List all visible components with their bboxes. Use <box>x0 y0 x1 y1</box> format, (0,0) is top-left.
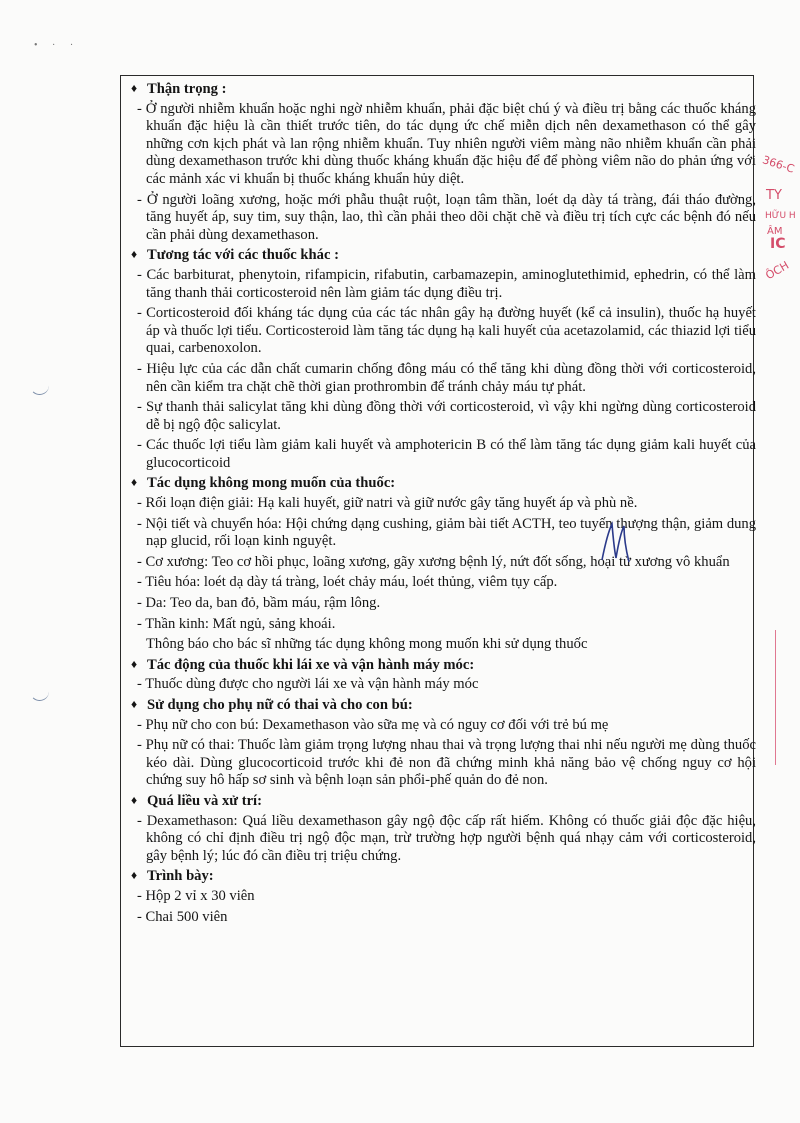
stamp-text: ÔCH <box>763 258 792 283</box>
list-item: - Các thuốc lợi tiểu làm giảm kali huyết và amphotericin B có thể làm tăng tác dụng giảm kali huyết của glucocorticoid <box>137 437 756 471</box>
list-item: - Da: Teo da, ban đỏ, bầm máu, rậm lông. <box>137 595 381 612</box>
signature-mark <box>596 520 636 568</box>
section-heading <box>131 657 756 675</box>
heading-text: Tác dụng không mong muốn của thuốc: <box>147 475 396 492</box>
section-adverse-effects <box>131 475 756 653</box>
item-text: Phụ nữ cho con bú: Dexamethason vào sữa mẹ và có nguy cơ đối với trẻ bú mẹ <box>145 716 609 733</box>
list-item: - Tiêu hóa: loét dạ dày tá tràng, loét chảy máu, loét thủng, viêm tụy cấp. <box>137 574 558 591</box>
section-heading <box>131 868 756 886</box>
adverse-effects-note: Thông báo cho bác sĩ những tác dụng không mong muốn khi sử dụng thuốc <box>146 636 588 653</box>
stamp-text: IC <box>770 236 786 252</box>
section-heading <box>131 697 756 715</box>
diamond-bullet-icon: ♦ <box>131 656 138 671</box>
diamond-bullet-icon: ♦ <box>131 81 138 95</box>
heading-text: Quá liều và xử trí: <box>147 792 262 809</box>
item-text: Chai 500 viên <box>145 908 228 925</box>
diamond-bullet-icon: ♦ <box>131 247 138 262</box>
section-pregnancy <box>131 697 756 790</box>
item-text: Các thuốc lợi tiểu làm giảm kali huyết và amphotericin B có thể làm tăng tác dụng giảm kali huyết của glucocorticoid <box>146 437 756 471</box>
list-item: - Rối loạn điện giải: Hạ kali huyết, giữ natri và giữ nước gây tăng huyết áp và phù nề. <box>137 495 638 512</box>
diamond-bullet-icon: ♦ <box>131 475 138 490</box>
item-text: Tiêu hóa: loét dạ dày tá tràng, loét chảy máu, loét thủng, viêm tụy cấp. <box>145 574 558 591</box>
list-item: - Thần kinh: Mất ngủ, sảng khoái. <box>137 615 336 632</box>
list-item: - Dexamethason: Quá liều dexamethason gây ngộ độc cấp rất hiếm. Không có thuốc giải độc đặc hiệu, không có chỉ định điều trị ngộ độc mạn, trừ trường hợp người bệnh quá nhạy cảm với corticosteroid, gây bệnh lý; lúc đó cần điều trị triệu chứng. <box>137 812 756 864</box>
stamp-edge-mark <box>775 630 800 765</box>
punch-hole-mark <box>30 688 49 701</box>
item-text: Thần kinh: Mất ngủ, sảng khoái. <box>145 615 336 632</box>
section-heading <box>131 247 756 265</box>
list-item: - Ở người nhiễm khuẩn hoặc nghi ngờ nhiễm khuẩn, phải đặc biệt chú ý và điều trị bằng các thuốc kháng khuẩn đặc hiệu là cần thiết trước tiên, do tác dụng ức chế miễn dịch nên dexamethason có thể gây những cơn kịch phát và lan rộng nhiễm khuẩn. Tuy nhiên người viêm màng não nhiễm khuẩn cần phải dùng dexamethason trước khi dùng thuốc kháng khuẩn đặc hiệu để để phòng viêm não do phản ứng với các mảnh xác vi khuẩn bị thuốc kháng khuẩn hủy diệt. <box>137 100 756 187</box>
section-overdose <box>131 793 756 865</box>
item-text: Rối loạn điện giải: Hạ kali huyết, giữ natri và giữ nước gây tăng huyết áp và phù nề. <box>145 495 638 512</box>
list-item: - Nội tiết và chuyển hóa: Hội chứng dạng cushing, giảm bài tiết ACTH, teo tuyến thượng thận, giảm dung nạp glucid, rối loạn kinh nguyệt. <box>137 515 757 550</box>
section-precautions <box>131 81 756 244</box>
item-text: Corticosteroid đối kháng tác dụng của các tác nhân gây hạ đường huyết (kể cả insulin), thuốc hạ huyết áp và thuốc lợi tiểu. Corticosteroid làm tăng tác dụng hạ kali huyết của acetazolamid, các thiazid lợi tiểu quai, carbenoxolon. <box>146 305 756 357</box>
heading-text: Thận trọng : <box>147 81 227 97</box>
list-item: - Phụ nữ cho con bú: Dexamethason vào sữa mẹ và có nguy cơ đối với trẻ bú mẹ <box>137 716 609 733</box>
heading-text: Tác động của thuốc khi lái xe và vận hành máy móc: <box>147 656 475 673</box>
document-body <box>131 81 756 929</box>
item-text: Ở người nhiễm khuẩn hoặc nghi ngờ nhiễm khuẩn, phải đặc biệt chú ý và điều trị bằng các thuốc kháng khuẩn đặc hiệu là cần thiết trước tiên, do tác dụng ức chế miễn dịch nên dexamethason có thể gây những cơn kịch phát và lan rộng nhiễm khuẩn. Tuy nhiên người viêm màng não nhiễm khuẩn cần phải dùng dexamethason trước khi dùng thuốc kháng khuẩn đặc hiệu để để phòng viêm não do phản ứng với các mảnh xác vi khuẩn bị thuốc kháng khuẩn hủy diệt. <box>145 100 756 187</box>
stamp-text: TY <box>766 188 782 203</box>
item-text: Sự thanh thải salicylat tăng khi dùng đồng thời với corticosteroid, vì vậy khi ngừng dùng corticosteroid dễ bị ngộ độc salicylat. <box>145 399 757 433</box>
section-heading <box>131 793 756 811</box>
list-item: - Chai 500 viên <box>137 908 228 925</box>
list-item: - Thuốc dùng được cho người lái xe và vận hành máy móc <box>137 676 479 693</box>
section-presentation <box>131 868 756 926</box>
section-heading <box>131 81 756 99</box>
item-text: Da: Teo da, ban đỏ, bầm máu, rậm lông. <box>145 595 381 612</box>
item-text: Các barbiturat, phenytoin, rifampicin, rifabutin, carbamazepin, aminoglutethimid, ephedrin, có thể làm tăng thanh thải corticosteroid nên làm giảm tác dụng điều trị. <box>146 266 756 301</box>
stamp-text: 366-C <box>760 153 796 176</box>
list-item: - Cơ xương: Teo cơ hồi phục, loãng xương, gãy xương bệnh lý, nứt đốt sống, hoại tử xương vô khuẩn <box>137 553 730 570</box>
heading-text: Tương tác với các thuốc khác : <box>147 247 339 264</box>
heading-text: Trình bày: <box>147 868 214 885</box>
stamp-text: HỮU H <box>765 211 796 221</box>
stamp-text: ÂM <box>767 226 783 237</box>
item-text: Thuốc dùng được cho người lái xe và vận hành máy móc <box>145 676 479 693</box>
diamond-bullet-icon: ♦ <box>131 792 138 807</box>
list-item: - Các barbiturat, phenytoin, rifampicin, rifabutin, carbamazepin, aminoglutethimid, ephedrin, có thể làm tăng thanh thải corticosteroid nên làm giảm tác dụng điều trị. <box>137 266 756 301</box>
item-text: Ở người loãng xương, hoặc mới phẫu thuật ruột, loạn tâm thần, loét dạ dày tá tràng, đái tháo đường, tăng huyết áp, suy tim, suy thận, lao, thì cần phải theo dõi chặt chẽ và điều trị tích cực các bệnh đó nếu cần phải dùng dexamethason. <box>146 191 756 243</box>
diamond-bullet-icon: ♦ <box>131 697 138 711</box>
list-item: - Corticosteroid đối kháng tác dụng của các tác nhân gây hạ đường huyết (kể cả insulin), thuốc hạ huyết áp và thuốc lợi tiểu. Corticosteroid làm tăng tác dụng hạ kali huyết của acetazolamid, các thiazid lợi tiểu quai, carbenoxolon. <box>137 305 756 357</box>
section-interactions <box>131 247 756 472</box>
scan-specks: • · · <box>34 40 80 51</box>
section-driving <box>131 657 756 694</box>
item-text: Hộp 2 vỉ x 30 viên <box>145 887 255 904</box>
item-text: Cơ xương: Teo cơ hồi phục, loãng xương, gãy xương bệnh lý, nứt đốt sống, hoại tử xương vô khuẩn <box>145 553 730 570</box>
item-text: Dexamethason: Quá liều dexamethason gây ngộ độc cấp rất hiếm. Không có thuốc giải độc đặc hiệu, không có chỉ định điều trị ngộ độc mạn, trừ trường hợp người bệnh quá nhạy cảm với corticosteroid, gây bệnh lý; lúc đó cần điều trị triệu chứng. <box>146 812 756 864</box>
item-text: Nội tiết và chuyển hóa: Hội chứng dạng cushing, giảm bài tiết ACTH, teo tuyến thượng thận, giảm dung nạp glucid, rối loạn kinh nguyệt. <box>145 515 757 550</box>
section-heading <box>131 475 756 493</box>
diamond-bullet-icon: ♦ <box>131 868 138 883</box>
list-item: - Phụ nữ có thai: Thuốc làm giảm trọng lượng nhau thai và trọng lượng thai nhi nếu người mẹ dùng thuốc kéo dài. Dùng glucocorticoid trước khi đẻ non đã chứng minh khả năng bảo vệ chống nguy cơ hội chứng suy hô hấp sơ sinh và bệnh loạn sản phổi-phế quản do đẻ non. <box>137 737 756 789</box>
heading-text: Sử dụng cho phụ nữ có thai và cho con bú: <box>147 697 413 713</box>
punch-hole-mark <box>30 382 49 395</box>
item-text: Hiệu lực của các dẫn chất cumarin chống đông máu có thể tăng khi dùng đồng thời với corticosteroid, nên cần kiểm tra chặt chẽ thời gian prothrombin để tránh chảy máu tự phát. <box>146 360 757 395</box>
list-item: - Sự thanh thải salicylat tăng khi dùng đồng thời với corticosteroid, vì vậy khi ngừng dùng corticosteroid dễ bị ngộ độc salicylat. <box>137 399 757 433</box>
item-text: Phụ nữ có thai: Thuốc làm giảm trọng lượng nhau thai và trọng lượng thai nhi nếu người mẹ dùng thuốc kéo dài. Dùng glucocorticoid trước khi đẻ non đã chứng minh khả năng bảo vệ chống nguy cơ hội chứng suy hô hấp sơ sinh và bệnh loạn sản phổi-phế quản do đẻ non. <box>145 737 756 789</box>
list-item: - Hiệu lực của các dẫn chất cumarin chống đông máu có thể tăng khi dùng đồng thời với corticosteroid, nên cần kiểm tra chặt chẽ thời gian prothrombin để tránh chảy máu tự phát. <box>137 360 757 395</box>
list-item: - Ở người loãng xương, hoặc mới phẫu thuật ruột, loạn tâm thần, loét dạ dày tá tràng, đái tháo đường, tăng huyết áp, suy tim, suy thận, lao, thì cần phải theo dõi chặt chẽ và điều trị tích cực các bệnh đó nếu cần phải dùng dexamethason. <box>137 191 756 243</box>
list-item: - Hộp 2 vỉ x 30 viên <box>137 887 255 904</box>
